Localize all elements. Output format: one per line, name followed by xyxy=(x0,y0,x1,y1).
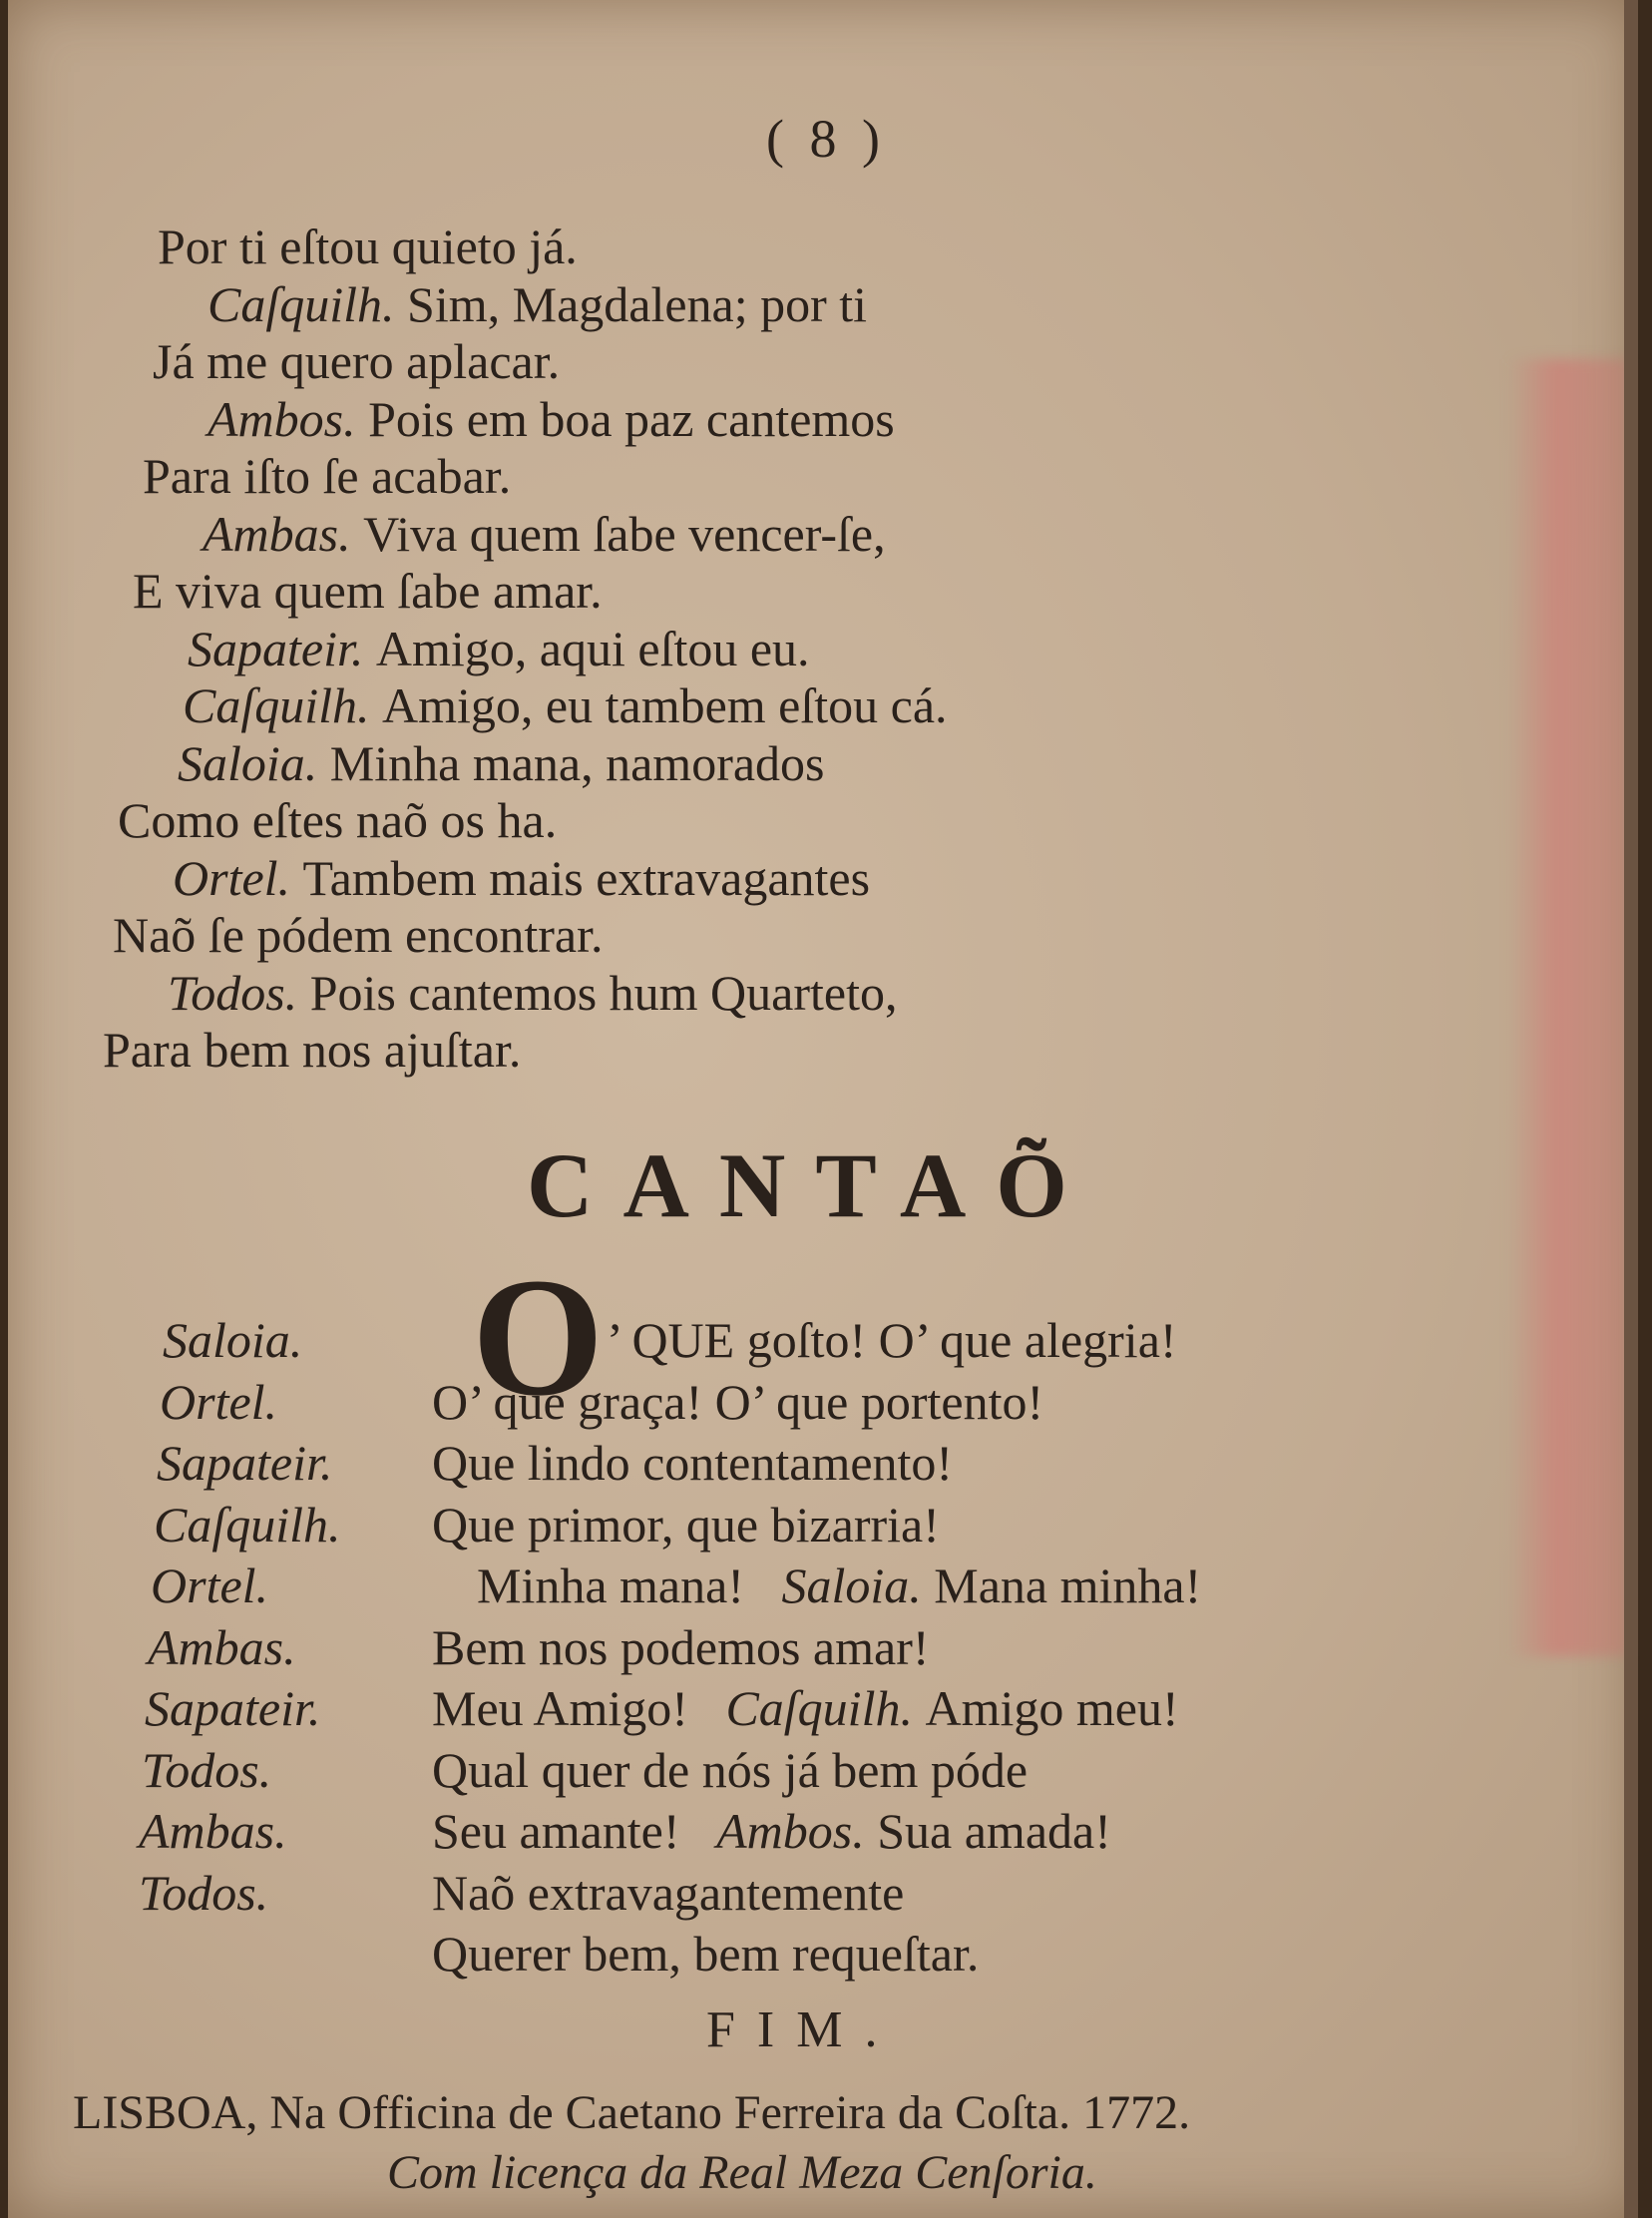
page-edge xyxy=(1624,0,1638,2218)
speaker-name: Todos. xyxy=(139,1864,269,1921)
song-text: Meu Amigo! xyxy=(432,1680,688,1736)
dialogue-text: Amigo, aqui eſtou eu. xyxy=(375,620,810,676)
song-text: Querer bem, bem requeſtar. xyxy=(432,1926,980,1982)
speaker-name: Todos. xyxy=(142,1741,272,1798)
dialogue-text: Tambem mais extravagantes xyxy=(302,849,871,906)
dialogue-line xyxy=(173,849,871,906)
dialogue-text: Amigo, eu tambem eſtou cá. xyxy=(382,677,948,733)
license-line: Com licença da Real Meza Cenſoria. xyxy=(387,2146,1097,2199)
song-text: Seu amante! xyxy=(432,1803,680,1859)
dialogue-text: Como eſtes naõ os ha. xyxy=(118,792,558,848)
song-text: Naõ extravagantemente xyxy=(432,1864,905,1921)
song-line xyxy=(607,1312,1177,1368)
speaker-name: Ambas. xyxy=(148,1618,296,1675)
speaker-name: Sapateir. xyxy=(188,620,376,676)
dialogue-line xyxy=(103,1022,522,1078)
speaker-name: Caſquilh. xyxy=(207,275,408,332)
song-text: Mana minha! xyxy=(934,1557,1202,1613)
fim-text: FIM. xyxy=(706,2001,900,2058)
speaker-name: Ortel. xyxy=(160,1373,278,1430)
dialogue-text: Já me quero aplacar. xyxy=(153,333,561,389)
song-text: Sua amada! xyxy=(877,1803,1111,1859)
imprint-line: LISBOA, Na Officina de Caetano Ferreira da Coſta. 1772. xyxy=(73,2086,1191,2139)
dialogue-line xyxy=(118,792,558,848)
song-text: Que primor, que bizarria! xyxy=(432,1496,940,1553)
dialogue-text: Para iſto ſe acabar. xyxy=(143,448,512,504)
dialogue-text: Pois em boa paz cantemos xyxy=(368,390,895,447)
speaker-name: Sapateir. xyxy=(145,1680,321,1736)
speaker-name: Saloia. xyxy=(163,1312,303,1368)
song-line xyxy=(477,1557,1202,1613)
song-text: Que lindo contentamento! xyxy=(432,1435,954,1491)
song-line xyxy=(432,1680,1179,1736)
song-text: Bem nos podemos amar! xyxy=(432,1618,930,1675)
page-number: ( 8 ) xyxy=(766,109,886,169)
song-text: Amigo meu! xyxy=(925,1680,1179,1736)
dialogue-text: E viva quem ſabe amar. xyxy=(133,563,603,619)
speaker-name: Caſquilh. xyxy=(154,1496,341,1553)
dialogue-text: Para bem nos ajuſtar. xyxy=(103,1022,522,1078)
song-line xyxy=(432,1926,980,1982)
dialogue-line xyxy=(203,505,886,562)
song-text: Minha mana! xyxy=(477,1557,744,1613)
speaker-name: Sapateir. xyxy=(157,1435,333,1491)
dialogue-text: Pois cantemos hum Quarteto, xyxy=(309,964,898,1021)
dialogue-line xyxy=(183,677,948,733)
speaker-name: Ortel. xyxy=(151,1557,269,1613)
drop-cap: O xyxy=(472,1243,605,1431)
song-text: Qual quer de nós já bem póde xyxy=(432,1741,1029,1798)
speaker-name: Caſquilh. xyxy=(183,677,383,733)
dialogue-text: Naõ ſe pódem encontrar. xyxy=(113,907,604,963)
speaker-name: Todos. xyxy=(168,964,310,1021)
red-stain xyxy=(1508,359,1628,1656)
dialogue-line xyxy=(143,448,512,504)
song-text: ’ QUE goſto! O’ que alegria! xyxy=(607,1312,1177,1368)
song-line xyxy=(432,1435,954,1491)
song-line xyxy=(432,1496,940,1553)
song-line xyxy=(432,1373,1044,1430)
dialogue-line xyxy=(188,620,810,676)
dialogue-text: Por ti eſtou quieto já. xyxy=(158,219,578,274)
song-line xyxy=(432,1864,905,1921)
book-page xyxy=(8,0,1638,2218)
dialogue-line xyxy=(158,219,578,274)
dialogue-line xyxy=(168,964,898,1021)
dialogue-line xyxy=(113,907,604,963)
dialogue-line xyxy=(207,275,868,332)
dialogue-text: Sim, Magdalena; por ti xyxy=(407,275,868,332)
dialogue-line xyxy=(153,333,561,389)
speaker-name: Ambas. xyxy=(139,1803,287,1859)
song-line xyxy=(432,1803,1111,1859)
song-line xyxy=(432,1618,930,1675)
speaker-name: Ambos. xyxy=(679,1803,878,1859)
speaker-name: Saloia. xyxy=(743,1557,935,1613)
speaker-name: Ortel. xyxy=(173,849,303,906)
speaker-name: Caſquilh. xyxy=(687,1680,926,1736)
speaker-name: Saloia. xyxy=(178,734,330,791)
dialogue-text: Viva quem ſabe vencer-ſe, xyxy=(363,505,886,562)
speaker-name: Ambas. xyxy=(203,505,364,562)
song-line xyxy=(432,1741,1029,1798)
dialogue-line xyxy=(178,734,825,791)
dialogue-text: Minha mana, namorados xyxy=(329,734,825,791)
section-heading: CANTAÕ xyxy=(527,1134,1097,1236)
speaker-name: Ambos. xyxy=(207,390,369,447)
song-text: O’ que graça! O’ que portento! xyxy=(432,1373,1044,1430)
dialogue-line xyxy=(207,390,895,447)
dialogue-line xyxy=(133,563,603,619)
